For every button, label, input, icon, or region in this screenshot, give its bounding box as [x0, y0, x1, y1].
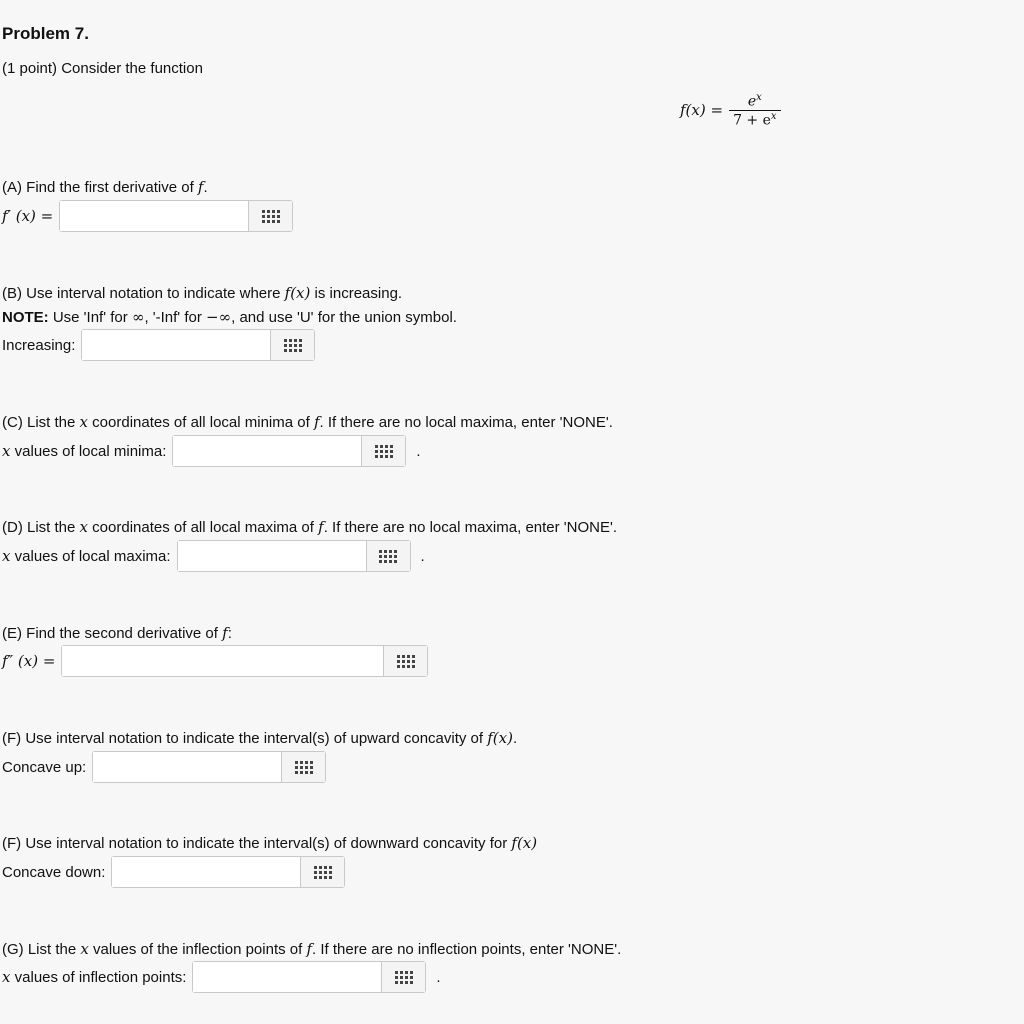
part-b-prompt: (B) Use interval notation to indicate where f(x) is increasing. — [2, 284, 403, 302]
function-formula — [680, 92, 781, 128]
part-e-answer-row — [2, 644, 428, 678]
grid-icon — [262, 210, 280, 223]
part-e-prompt: (E) Find the second derivative of f: — [2, 624, 232, 642]
first-derivative-input[interactable] — [60, 201, 248, 231]
part-a-label: f′ (x) = — [2, 207, 54, 225]
part-f-down-prompt: (F) Use interval notation to indicate the interval(s) of downward concavity for f(x) — [2, 834, 538, 852]
part-g-prompt: (G) List the x values of the inflection points of f. If there are no inflection points, enter 'NONE'. — [2, 940, 622, 958]
part-f-down-equation-editor-button[interactable] — [300, 857, 344, 887]
grid-icon — [314, 866, 332, 879]
part-b-label: Increasing: — [2, 336, 76, 354]
function-numerator: $e^x$ — [747, 92, 762, 110]
part-d-equation-editor-button[interactable] — [366, 541, 410, 571]
part-a-answer-box — [59, 200, 293, 232]
part-a-prompt: (A) Find the first derivative of f. — [2, 178, 208, 196]
part-f-up-label: Concave up: — [2, 758, 87, 776]
part-b-equation-editor-button[interactable] — [270, 330, 314, 360]
part-e-answer-box — [61, 645, 428, 677]
part-b-answer-box — [81, 329, 315, 361]
concave-up-input[interactable] — [93, 752, 281, 782]
grid-icon — [395, 971, 413, 984]
part-f-up-equation-editor-button[interactable] — [281, 752, 325, 782]
part-c-answer-row — [2, 434, 421, 468]
part-g-equation-editor-button[interactable] — [381, 962, 425, 992]
part-e-label: f″ (x) = — [2, 652, 56, 670]
part-g-label: x values of inflection points: — [2, 968, 187, 986]
part-f-up-answer-box — [92, 751, 326, 783]
grid-icon — [284, 339, 302, 352]
part-f-up-answer-row — [2, 750, 326, 784]
part-g-answer-box — [192, 961, 426, 993]
function-denominator: $7 + e^x$ — [729, 110, 780, 129]
part-c-prompt: (C) List the x coordinates of all local minima of f. If there are no local maxima, enter 'NONE'. — [2, 413, 613, 431]
grid-icon — [375, 445, 393, 458]
concave-down-input[interactable] — [112, 857, 300, 887]
part-g-period: . — [436, 968, 441, 986]
grid-icon — [295, 761, 313, 774]
part-c-equation-editor-button[interactable] — [361, 436, 405, 466]
function-lhs: f(x) = — [680, 101, 724, 120]
inflection-points-input[interactable] — [193, 962, 381, 992]
part-d-period: . — [420, 547, 425, 565]
local-minima-input[interactable] — [173, 436, 361, 466]
problem-title: Problem 7. — [2, 24, 89, 43]
grid-icon — [379, 550, 397, 563]
part-d-answer-box — [177, 540, 411, 572]
part-d-answer-row — [2, 539, 425, 573]
part-f-down-label: Concave down: — [2, 863, 106, 881]
part-a-equation-editor-button[interactable] — [248, 201, 292, 231]
part-e-equation-editor-button[interactable] — [383, 646, 427, 676]
second-derivative-input[interactable] — [62, 646, 383, 676]
part-b-answer-row — [2, 328, 315, 362]
part-f-down-answer-box — [111, 856, 345, 888]
part-c-answer-box — [172, 435, 406, 467]
part-f-up-prompt: (F) Use interval notation to indicate the interval(s) of upward concavity of f(x). — [2, 729, 518, 747]
part-d-prompt: (D) List the x coordinates of all local maxima of f. If there are no local maxima, enter 'NONE'. — [2, 518, 618, 536]
problem-intro: (1 point) Consider the function — [2, 60, 203, 77]
part-g-answer-row — [2, 960, 441, 994]
part-f-down-answer-row — [2, 855, 345, 889]
local-maxima-input[interactable] — [178, 541, 366, 571]
part-c-period: . — [416, 442, 421, 460]
part-c-label: x values of local minima: — [2, 442, 167, 460]
increasing-input[interactable] — [82, 330, 270, 360]
part-b-note: NOTE: Use 'Inf' for ∞, '-Inf' for −∞, and use 'U' for the union symbol. — [2, 308, 457, 326]
grid-icon — [397, 655, 415, 668]
part-a-answer-row — [2, 199, 293, 233]
function-fraction — [729, 92, 780, 128]
part-d-label: x values of local maxima: — [2, 547, 171, 565]
